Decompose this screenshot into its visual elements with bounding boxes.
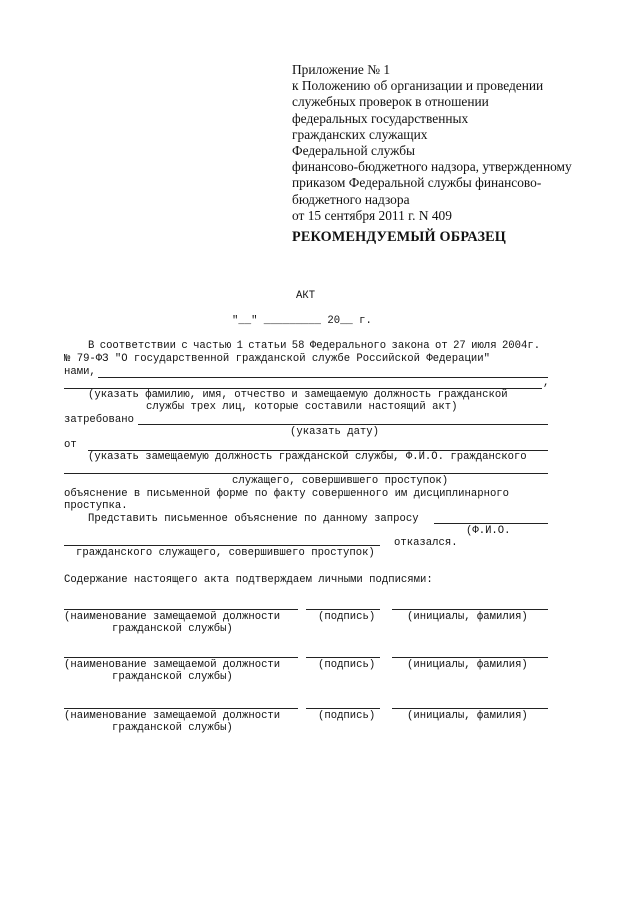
hint-fio: (Ф.И.О. <box>466 525 511 537</box>
name-hint: (инициалы, фамилия) <box>407 659 528 671</box>
act-by-us: нами, <box>64 366 96 378</box>
name-hint: (инициалы, фамилия) <box>407 710 528 722</box>
name-line <box>392 657 548 658</box>
hint-servant: гражданского служащего, совершившего проступок) <box>76 547 375 559</box>
fill-line <box>98 377 548 378</box>
position-hint: (наименование замещаемой должности <box>64 611 281 623</box>
fill-line <box>138 424 548 425</box>
appendix-line: от 15 сентября 2011 г. N 409 <box>292 207 452 223</box>
position-hint: гражданской службы) <box>112 722 233 734</box>
confirm-text: Содержание настоящего акта подтверждаем личными подписями: <box>64 574 433 586</box>
refused-label: отказался. <box>394 537 458 549</box>
appendix-line: федеральных государственных <box>292 110 469 126</box>
position-hint: гражданской службы) <box>112 623 233 635</box>
sample-label: РЕКОМЕНДУЕМЫЙ ОБРАЗЕЦ <box>292 229 507 245</box>
signature-hint: (подпись) <box>318 659 376 671</box>
appendix-block <box>292 62 572 224</box>
appendix-line: служебных проверок в отношении <box>292 94 489 110</box>
appendix-line: бюджетного надзора <box>292 191 410 207</box>
appendix-line: приказом Федеральной службы финансово- <box>292 175 542 191</box>
hint-servant: (указать замещаемую должность гражданской службы, Ф.И.О. гражданского <box>88 451 527 463</box>
request-line: Представить письменное объяснение по данному запросу <box>88 513 419 525</box>
appendix-line: финансово-бюджетного надзора, утвержденному <box>292 159 572 175</box>
hint-date: (указать дату) <box>290 426 380 438</box>
name-line <box>392 708 548 709</box>
appendix-line: Приложение № 1 <box>292 62 391 77</box>
hint-persons: (указать фамилию, имя, отчество и замещаемую должность гражданской <box>88 389 508 401</box>
fill-line <box>64 545 380 546</box>
name-hint: (инициалы, фамилия) <box>407 611 528 623</box>
signature-line <box>306 708 380 709</box>
act-intro-line: В соответствии с частью 1 статьи 58 Федерального закона от 27 июля 2004г. <box>88 340 541 352</box>
position-line <box>64 609 298 610</box>
signature-hint: (подпись) <box>318 710 376 722</box>
position-hint: (наименование замещаемой должности <box>64 659 281 671</box>
appendix-line: Федеральной службы <box>292 143 416 159</box>
act-intro-line: № 79-ФЗ "О государственной гражданской службе Российской Федерации" <box>64 353 490 365</box>
position-hint: (наименование замещаемой должности <box>64 710 281 722</box>
position-hint: гражданской службы) <box>112 671 233 683</box>
explanation-text: проступка. <box>64 500 128 512</box>
hint-persons: службы трех лиц, которые составили настоящий акт) <box>146 401 458 413</box>
requested-label: затребовано <box>64 414 134 426</box>
signature-hint: (подпись) <box>318 611 376 623</box>
fill-line <box>434 523 548 524</box>
hint-servant: служащего, совершившего проступок) <box>232 475 449 487</box>
name-line <box>392 609 548 610</box>
appendix-line: к Положению об организации и проведении <box>292 78 544 94</box>
from-label: от <box>64 439 77 451</box>
signature-line <box>306 657 380 658</box>
explanation-text: объяснение в письменной форме по факту совершенного им дисциплинарного <box>64 488 510 500</box>
comma: , <box>543 377 550 389</box>
act-title: АКТ <box>296 290 316 302</box>
fill-line <box>64 473 548 474</box>
act-date-line: "__" _________ 20__ г. <box>232 315 372 327</box>
signature-line <box>306 609 380 610</box>
position-line <box>64 657 298 658</box>
appendix-line: гражданских служащих <box>292 126 428 142</box>
position-line <box>64 708 298 709</box>
